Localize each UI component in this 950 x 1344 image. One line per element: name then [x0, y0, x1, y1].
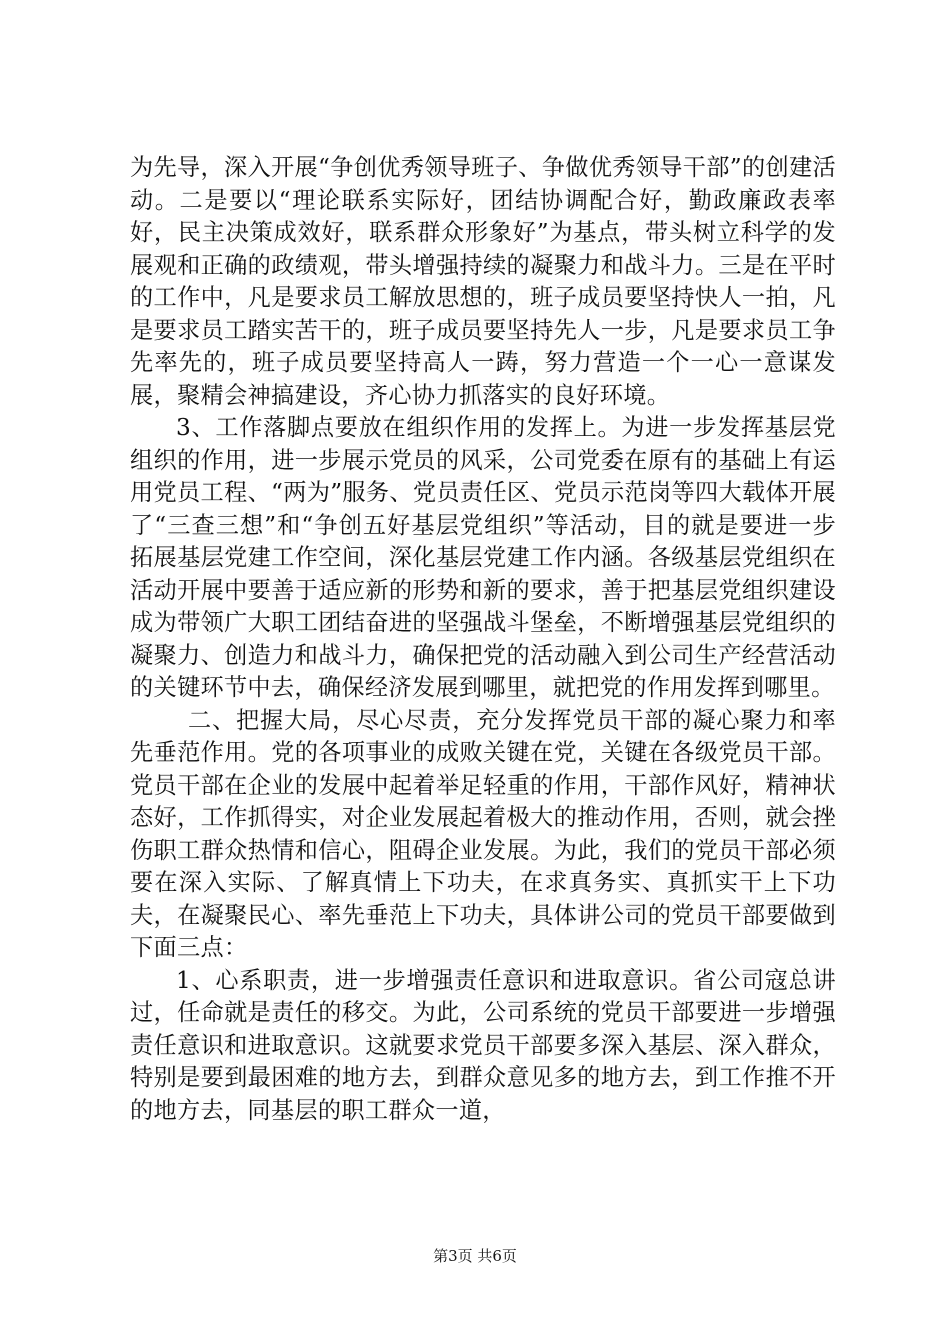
paragraph-continuation: 为先导，深入开展“争创优秀领导班子、争做优秀领导干部”的创建活动。二是要以“理论联系实际好，团结协调配合好，勤政廉政表率好，民主决策成效好，联系群众形象好”为基点，带头树立科学的发展观和正确的政绩观，带头增强持续的凝聚力和战斗力。三是在平时的工作中，凡是要求员工解放思想的，班子成员要坚持快人一拍，凡是要求员工踏实苦干的，班子成员要坚持先人一步，凡是要求员工争先率先的，班子成员要坚持高人一踌，努力营造一个一心一意谋发展，聚精会神搞建设，齐心协力抓落实的良好环境。 — [130, 154, 836, 409]
paragraph-section-2: 二、把握大局，尽心尽责，充分发挥党员干部的凝心聚力和率先垂范作用。党的各项事业的成败关键在党，关键在各级党员干部。党员干部在企业的发展中起着举足轻重的作用，干部作风好，精神状态好，工作抓得实，对企业发展起着极大的推动作用，否则，就会挫伤职工群众热情和信心，阻碍企业发展。为此，我们的党员干部必须要在深入实际、了解真情上下功夫，在求真务实、真抓实干上下功夫，在凝聚民心、率先垂范上下功夫，具体讲公司的党员干部要做到下面三点： — [130, 706, 836, 961]
paragraph-item-1: 1、心系职责，进一步增强责任意识和进取意识。省公司寇总讲过，任命就是责任的移交。为此，公司系统的党员干部要进一步增强责任意识和进取意识。这就要求党员干部要多深入基层、深入群众，特别是要到最困难的地方去，到群众意见多的地方去，到工作推不开的地方去，同基层的职工群众一道， — [130, 966, 836, 1124]
page-footer: 第3页 共6页 — [433, 1247, 517, 1265]
paragraph-item-3: 3、工作落脚点要放在组织作用的发挥上。为进一步发挥基层党组织的作用，进一步展示党员的风采，公司党委在原有的基础上有运用党员工程、“两为”服务、党员责任区、党员示范岗等四大载体开展了“三查三想”和“争创五好基层党组织”等活动，目的就是要进一步拓展基层党建工作空间，深化基层党建工作内涵。各级基层党组织在活动开展中要善于适应新的形势和新的要求，善于把基层党组织建设成为带领广大职工团结奋进的坚强战斗堡垒，不断增强基层党组织的凝聚力、创造力和战斗力，确保把党的活动融入到公司生产经营活动的关键环节中去，确保经济发展到哪里，就把党的作用发挥到哪里。 — [130, 414, 836, 701]
document-body — [130, 152, 836, 1127]
